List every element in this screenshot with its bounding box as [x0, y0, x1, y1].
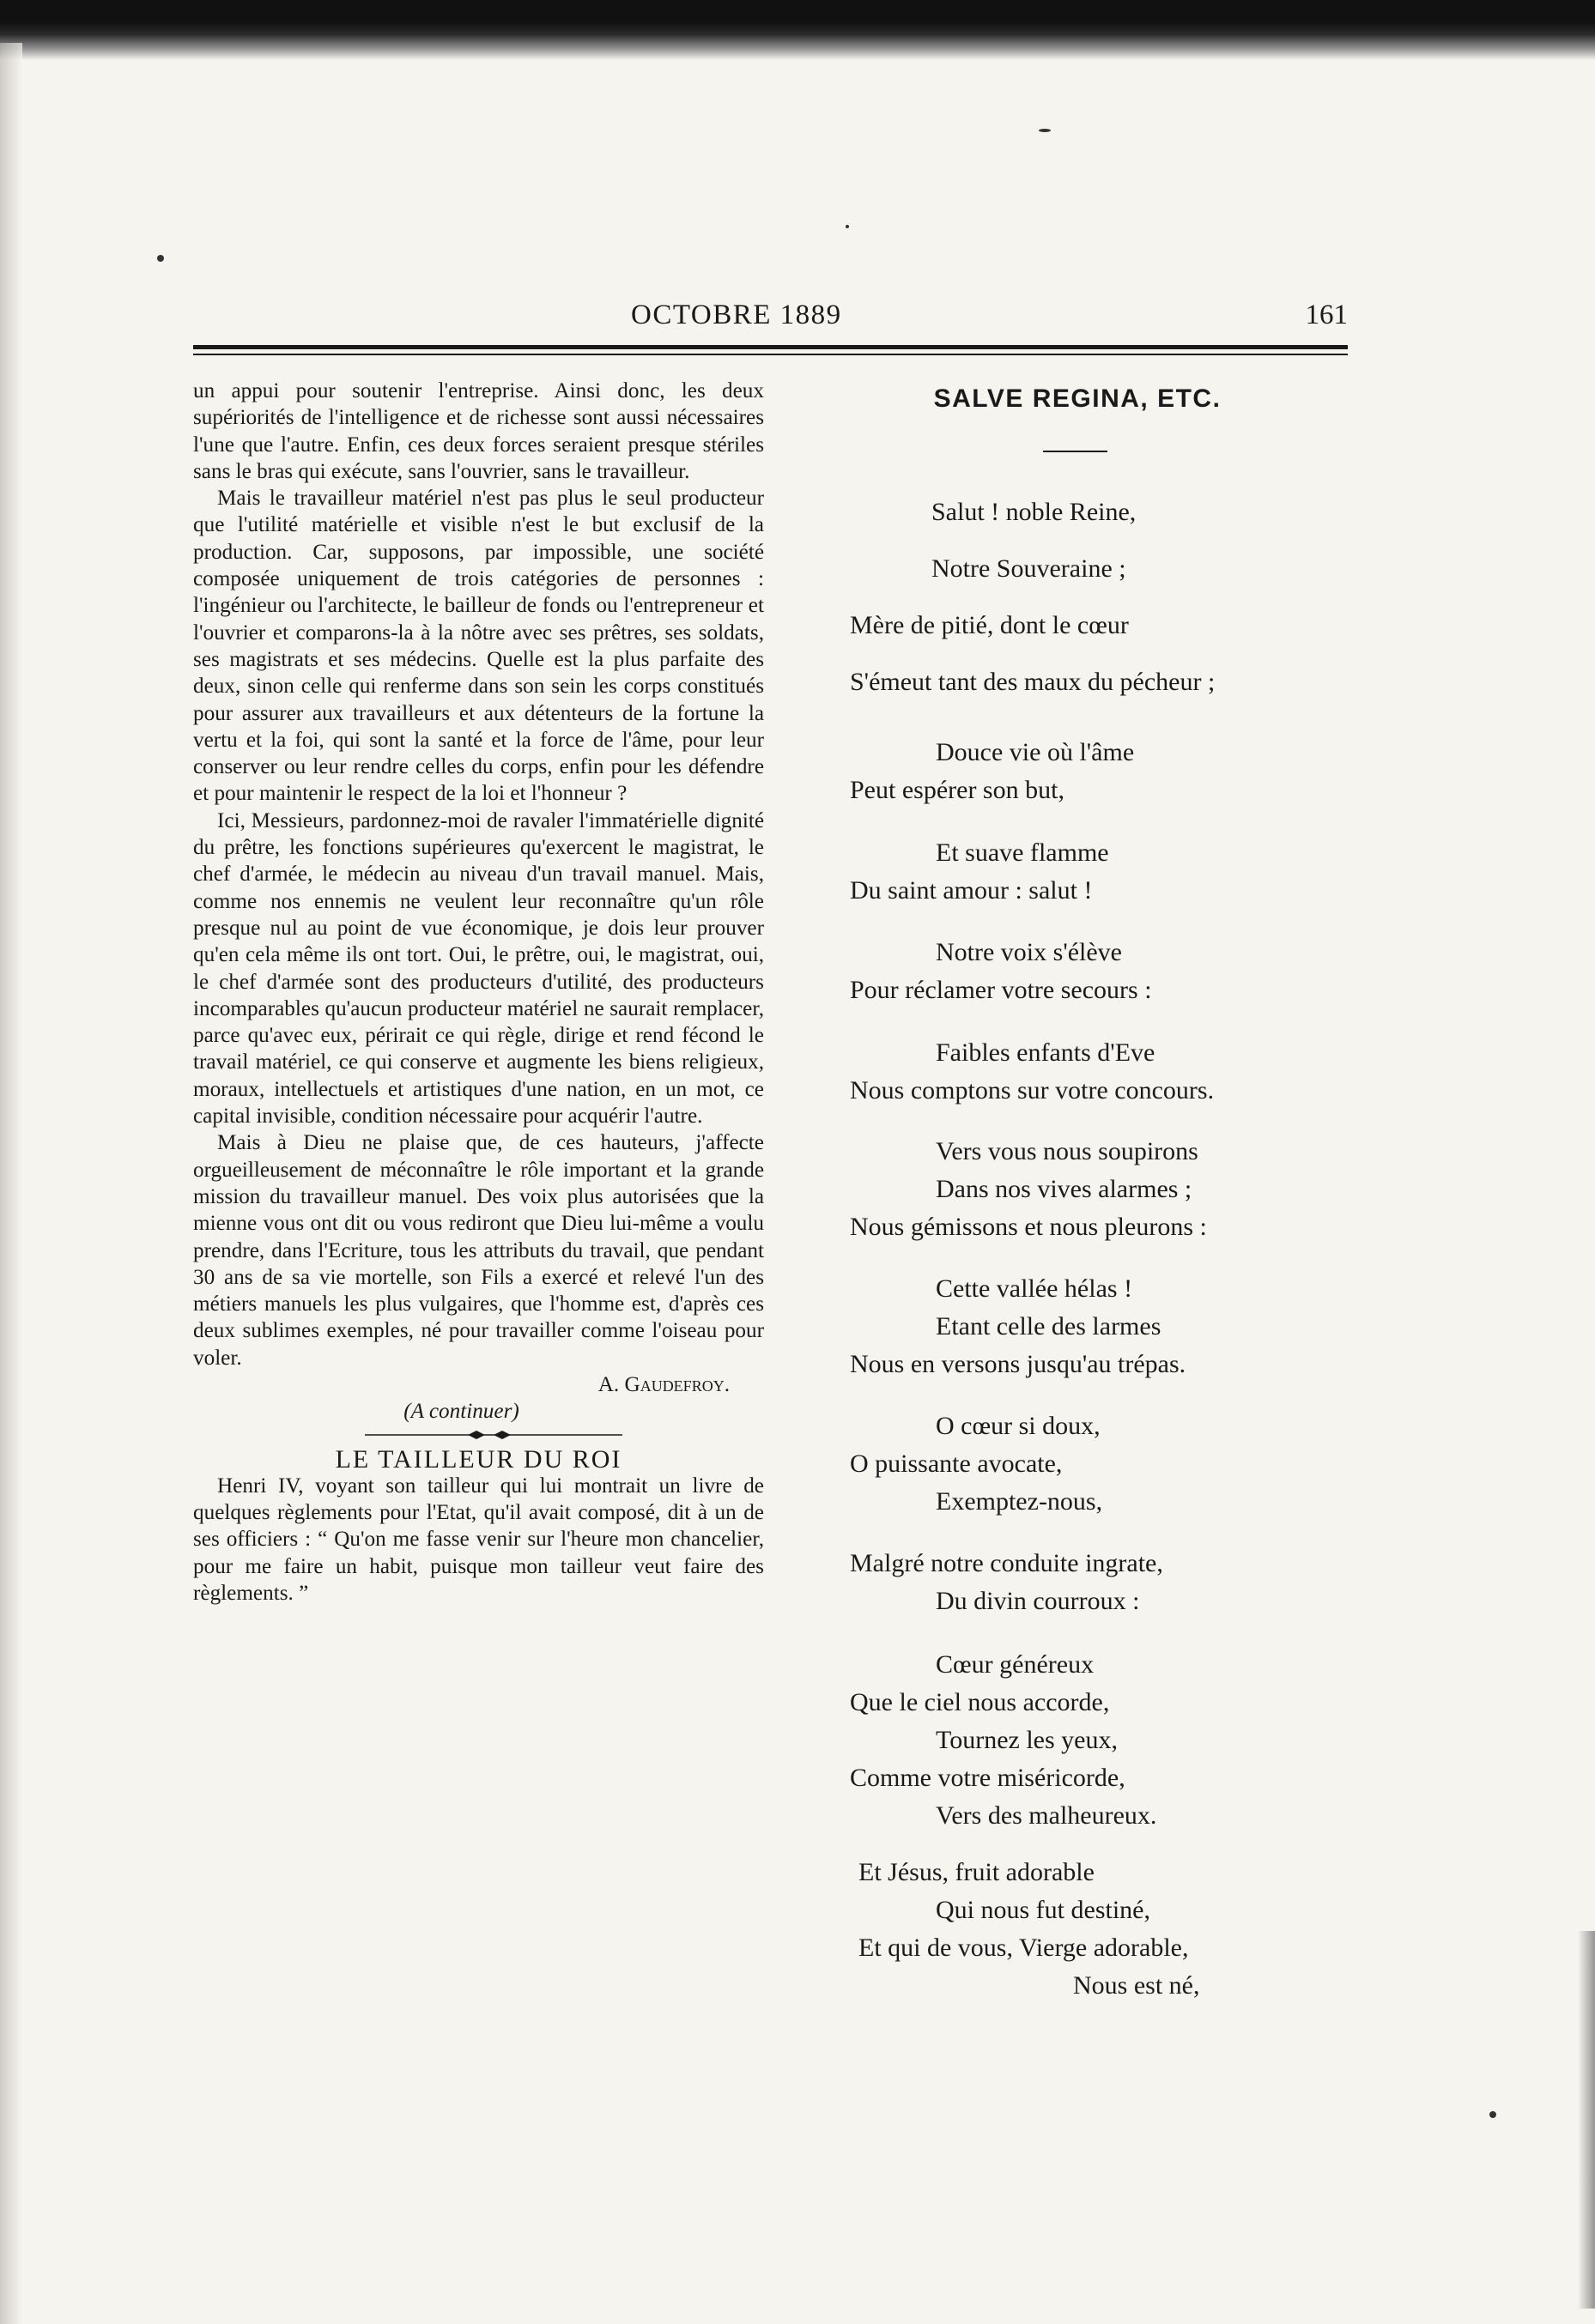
poem-stanza: [850, 1545, 1331, 1620]
poem-stanza: [850, 493, 1331, 701]
poem-line: Nous est né,: [1073, 1971, 1200, 2000]
poem-line: Mère de pitié, dont le cœur: [850, 611, 1129, 639]
poem-line: Notre Souveraine ;: [931, 554, 1126, 583]
poem-line: Et suave flamme: [936, 838, 1109, 867]
poem-line: Du saint amour : salut !: [850, 876, 1093, 905]
poem-line: Malgré notre conduite ingrate,: [850, 1549, 1163, 1577]
poem-line: Que le ciel nous accorde,: [850, 1688, 1110, 1716]
poem-line: Faibles enfants d'Eve: [936, 1038, 1155, 1067]
poem-line: Comme votre miséricorde,: [850, 1764, 1125, 1792]
poem-line: Peut espérer son but,: [850, 776, 1064, 804]
poem-line: Cœur généreux: [936, 1650, 1095, 1679]
scan-left-edge: [0, 43, 22, 2324]
poem-stanza: [850, 1854, 1331, 2005]
poem-line: O cœur si doux,: [936, 1412, 1101, 1440]
header-rule-thick: [193, 345, 1348, 349]
poem-line: Tournez les yeux,: [936, 1726, 1118, 1754]
poem-line: Dans nos vives alarmes ;: [936, 1175, 1192, 1203]
scan-right-edge: [1578, 1931, 1595, 2309]
poem-title: SALVE REGINA, ETC.: [933, 384, 1222, 413]
poem-stanza: [850, 834, 1331, 910]
page-number: 161: [1305, 300, 1348, 330]
poem-line: O puissante avocate,: [850, 1449, 1063, 1478]
ink-speck: [846, 225, 849, 228]
poem-line: Salut ! noble Reine,: [931, 498, 1137, 526]
header-date: OCTOBRE 1889: [631, 300, 842, 330]
poem-stanza: [850, 1646, 1331, 1835]
poem-line: Etant celle des larmes: [936, 1312, 1161, 1341]
header-rule-thin: [193, 354, 1348, 355]
poem-line: Cette vallée hélas !: [936, 1274, 1133, 1303]
poem-line: Vers des malheureux.: [936, 1801, 1157, 1830]
poem-line: Nous gémissons et nous pleurons :: [850, 1213, 1207, 1241]
poem-line: Du divin courroux :: [936, 1587, 1140, 1615]
anecdote-title: LE TAILLEUR DU ROI: [335, 1444, 622, 1474]
poem-line: Douce vie où l'âme: [936, 738, 1135, 766]
to-continue-note: (A continuer): [403, 1400, 519, 1424]
paragraph: un appui pour soutenir l'entreprise. Ainsi donc, les deux supériorités de l'intelligence et de richesse sont aussi nécessaires l'une que l'autre. Enfin, ces deux forces seraient presque stériles sans le bras qui exécute, sans l'ouvrier, sans le travailleur.: [193, 379, 764, 483]
poem-line: Et Jésus, fruit adorable: [858, 1858, 1095, 1886]
poem-stanza: [850, 1270, 1331, 1383]
signature-name: Gaudefroy.: [624, 1372, 730, 1396]
poem-line: Pour réclamer votre secours :: [850, 976, 1152, 1004]
poem-line: Vers vous nous soupirons: [936, 1137, 1198, 1165]
ink-speck: [1489, 2111, 1496, 2118]
poem-title-rule: [1043, 451, 1107, 452]
signature-initial: A.: [597, 1372, 625, 1396]
ink-speck: [1039, 129, 1051, 132]
poem-line: Qui nous fut destiné,: [936, 1896, 1150, 1924]
poem-line: S'émeut tant des maux du pécheur ;: [850, 668, 1216, 696]
left-column: [193, 378, 764, 1607]
poem-stanza: [850, 734, 1331, 809]
poem-stanza: [850, 1133, 1331, 1246]
paragraph: Ici, Messieurs, pardonnez-moi de ravaler l'immatérielle dignité du prêtre, les fonctions supérieures qu'exercent le magistrat, le chef d'armée, le médecin au niveau d'un travail manuel. Mais, comme nos ennemis ne veulent leur reconnaître qu'un rôle presque nul au point de vue économique, je dois leur prouver qu'en cela même ils ont tort. Oui, le prêtre, oui, le magistrat, oui, le chef d'armée sont des producteurs d'utilité, des producteurs incomparables qu'aucun producteur matériel ne saurait remplacer, parce qu'avec eux, périrait ce qui règle, dirige et rend fécond le travail matériel, ce qui conserve et augmente les biens religieux, moraux, intellectuels et artistiques d'une nation, en un mot, ce capital invisible, condition nécessaire pour acquérir l'autre.: [193, 808, 764, 1129]
poem-line: Nous comptons sur votre concours.: [850, 1076, 1215, 1105]
paragraph: Mais le travailleur matériel n'est pas plus le seul producteur que l'utilité matérielle et visible n'est le but exclusif de la production. Car, supposons, par impossible, une société composée uniquement de trois catégories de personnes : l'ingénieur ou l'architecte, le bailleur de fonds ou l'entrepreneur et l'ouvrier et comparons-la à la nôtre avec ses prêtres, ses soldats, ses magistrats et ses médecins. Quelle est la plus parfaite des deux, sinon celle qui renferme dans son sein les corps constitués pour assurer aux travailleurs et aux détenteurs de la fortune la vertu et la foi, qui sont la santé et la force de l'âme, pour leur conserver ou leur rendre celles du corps, enfin pour les défendre et pour maintenir le respect de la loi et l'honneur ?: [193, 487, 764, 806]
ink-speck: [157, 255, 164, 262]
poem-line: Nous en versons jusqu'au trépas.: [850, 1350, 1186, 1378]
anecdote-text: Henri IV, voyant son tailleur qui lui montrait un livre de quelques règlements pour l'Etat, qu'il avait composé, dit à un de ses officiers : “ Qu'on me fasse venir sur l'heure mon chancelier, pour me faire un habit, puisque mon tailleur veut faire des règlements. ”: [193, 1474, 764, 1606]
poem-stanza: [850, 1407, 1331, 1521]
poem-line: Et qui de vous, Vierge adorable,: [858, 1934, 1189, 1962]
paragraph: Mais à Dieu ne plaise que, de ces hauteurs, j'affecte orgueilleusement de méconnaître le rôle important et la grande mission du travailleur manuel. Des voix plus autorisées que la mienne vous ont dit ou vous rediront que Dieu lui-même a voulu prendre, dans l'Ecriture, tous les attributs du travail, que pendant 30 ans de sa vie mortelle, son Fils a exercé et relevé l'un des métiers manuels les plus vulgaires, que l'homme est, d'après ces deux sublimes exemples, né pour travailler comme l'oiseau pour voler.: [193, 1131, 764, 1370]
section-separator: [365, 1429, 622, 1441]
page-header: [193, 296, 1348, 348]
poem-line: Notre voix s'élève: [936, 938, 1123, 966]
poem-line: Exemptez-nous,: [936, 1487, 1103, 1516]
scan-top-edge: [0, 0, 1595, 60]
poem-stanza: [850, 934, 1331, 1009]
poem-stanza: [850, 1034, 1331, 1110]
author-signature: [193, 1371, 764, 1398]
